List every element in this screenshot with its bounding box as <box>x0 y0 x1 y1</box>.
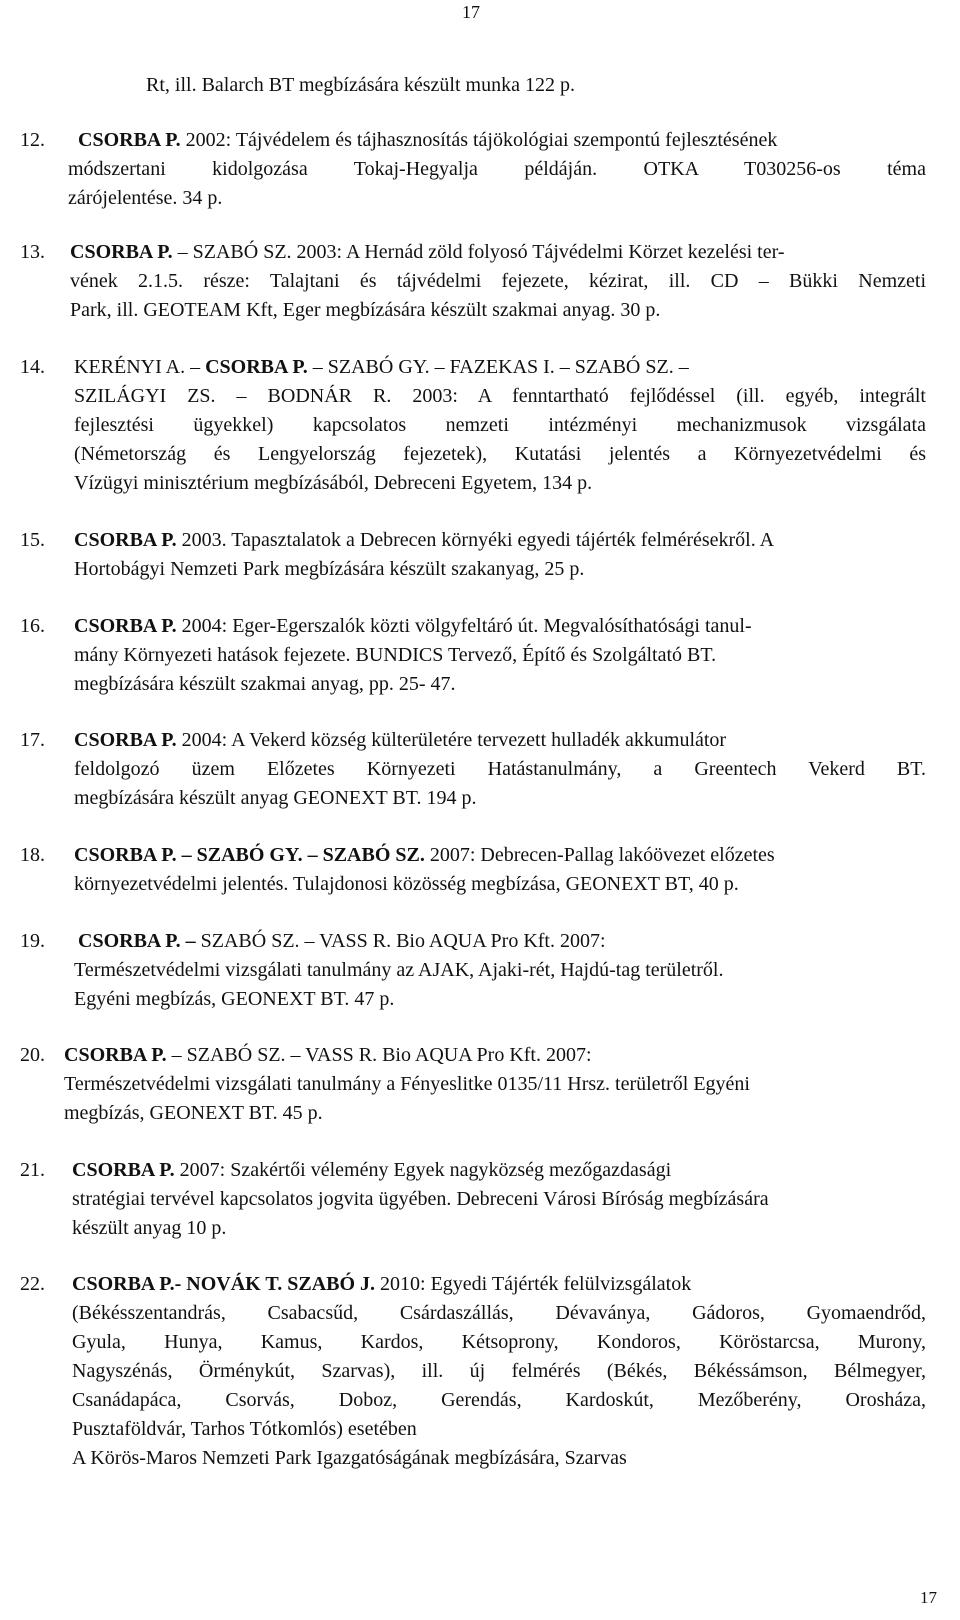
reference-line: Természetvédelmi vizsgálati tanulmány az AJAK, Ajaki-rét, Hajdú-tag területről. <box>74 959 724 981</box>
reference-number: 19. <box>20 930 45 952</box>
reference-number: 14. <box>20 356 45 378</box>
reference-number: 17. <box>20 729 45 751</box>
reference-line: Park, ill. GEOTEAM Kft, Eger megbízására készült szakmai anyag. 30 p. <box>70 299 661 321</box>
reference-line: stratégiai tervével kapcsolatos jogvita ügyében. Debreceni Városi Bíróság megbízására <box>72 1188 769 1210</box>
reference-line: mány Környezeti hatások fejezete. BUNDICS Tervező, Építő és Szolgáltató BT. <box>74 644 717 666</box>
reference-entry-22: CSORBA P.- NOVÁK T. SZABÓ J. 2010: Egyedi Tájérték felülvizsgálatok <box>72 1273 692 1295</box>
reference-number: 22. <box>20 1273 45 1295</box>
reference-entry-13: CSORBA P. – SZABÓ SZ. 2003: A Hernád zöld folyosó Tájvédelmi Körzet kezelési ter- <box>70 241 785 263</box>
reference-entry-17: CSORBA P. 2004: A Vekerd község külterületére tervezett hulladék akkumulátor <box>74 729 727 751</box>
reference-continuation: Rt, ill. Balarch BT megbízására készült munka 122 p. <box>146 74 575 96</box>
reference-line: módszertani kidolgozása Tokaj-Hegyalja példáján. OTKA T030256-os téma <box>68 158 926 180</box>
reference-line: fejlesztési ügyekkel) kapcsolatos nemzeti intézményi mechanizmusok vizsgálata <box>74 414 926 436</box>
reference-number: 13. <box>20 241 45 263</box>
reference-entry-12: CSORBA P. 2002: Tájvédelem és tájhasznosítás tájökológiai szempontú fejlesztésének <box>78 129 778 151</box>
reference-line: Csanádapáca, Csorvás, Doboz, Gerendás, Kardoskút, Mezőberény, Orosháza, <box>72 1389 926 1411</box>
reference-line: Nagyszénás, Örménykút, Szarvas), ill. új felmérés (Békés, Békéssámson, Bélmegyer, <box>72 1360 926 1382</box>
reference-line: megbízás, GEONEXT BT. 45 p. <box>64 1102 323 1124</box>
reference-line: Pusztaföldvár, Tarhos Tótkomlós) esetében <box>72 1418 417 1440</box>
reference-entry-14: KERÉNYI A. – CSORBA P. – SZABÓ GY. – FAZEKAS I. – SZABÓ SZ. – <box>74 356 689 378</box>
reference-line: Gyula, Hunya, Kamus, Kardos, Kétsoprony, Kondoros, Köröstarcsa, Murony, <box>72 1331 926 1353</box>
reference-number: 12. <box>20 129 45 151</box>
reference-line: Hortobágyi Nemzeti Park megbízására készült szakanyag, 25 p. <box>74 558 585 580</box>
reference-line: feldolgozó üzem Előzetes Környezeti Hatástanulmány, a Greentech Vekerd BT. <box>74 758 926 780</box>
reference-line: A Körös-Maros Nemzeti Park Igazgatóságának megbízására, Szarvas <box>72 1447 627 1469</box>
reference-line: megbízására készült szakmai anyag, pp. 25- 47. <box>74 673 456 695</box>
reference-line: zárójelentése. 34 p. <box>68 187 223 209</box>
reference-number: 18. <box>20 844 45 866</box>
reference-line: (Békésszentandrás, Csabacsűd, Csárdaszállás, Dévaványa, Gádoros, Gyomaendrőd, <box>72 1302 926 1324</box>
reference-line: vének 2.1.5. része: Talajtani és tájvédelmi fejezete, kézirat, ill. CD – Bükki Nemzeti <box>70 270 926 292</box>
reference-number: 21. <box>20 1159 45 1181</box>
reference-entry-16: CSORBA P. 2004: Eger-Egerszalók közti völgyfeltáró út. Megvalósíthatósági tanul- <box>74 615 752 637</box>
reference-entry-19: CSORBA P. – SZABÓ SZ. – VASS R. Bio AQUA Pro Kft. 2007: <box>78 930 606 952</box>
reference-line: Természetvédelmi vizsgálati tanulmány a Fényeslitke 0135/11 Hrsz. területről Egyéni <box>64 1073 750 1095</box>
page-number-top: 17 <box>462 2 480 22</box>
reference-line: megbízására készült anyag GEONEXT BT. 194 p. <box>74 787 477 809</box>
reference-entry-15: CSORBA P. 2003. Tapasztalatok a Debrecen környéki egyedi tájérték felmérésekről. A <box>74 529 775 551</box>
reference-number: 15. <box>20 529 45 551</box>
reference-line: (Németország és Lengyelország fejezetek), Kutatási jelentés a Környezetvédelmi és <box>74 443 926 465</box>
reference-line: készült anyag 10 p. <box>72 1217 227 1239</box>
reference-line: Vízügyi minisztérium megbízásából, Debreceni Egyetem, 134 p. <box>74 472 593 494</box>
reference-entry-21: CSORBA P. 2007: Szakértői vélemény Egyek nagyközség mezőgazdasági <box>72 1159 672 1181</box>
reference-line: környezetvédelmi jelentés. Tulajdonosi közösség megbízása, GEONEXT BT, 40 p. <box>74 873 739 895</box>
reference-number: 20. <box>20 1044 45 1066</box>
reference-entry-20: CSORBA P. – SZABÓ SZ. – VASS R. Bio AQUA Pro Kft. 2007: <box>64 1044 592 1066</box>
reference-line: SZILÁGYI ZS. – BODNÁR R. 2003: A fenntartható fejlődéssel (ill. egyéb, integrált <box>74 385 926 407</box>
page-number-bottom: 17 <box>920 1588 937 1607</box>
reference-entry-18: CSORBA P. – SZABÓ GY. – SZABÓ SZ. 2007: Debrecen-Pallag lakóövezet előzetes <box>74 844 775 866</box>
reference-line: Egyéni megbízás, GEONEXT BT. 47 p. <box>74 988 395 1010</box>
reference-number: 16. <box>20 615 45 637</box>
